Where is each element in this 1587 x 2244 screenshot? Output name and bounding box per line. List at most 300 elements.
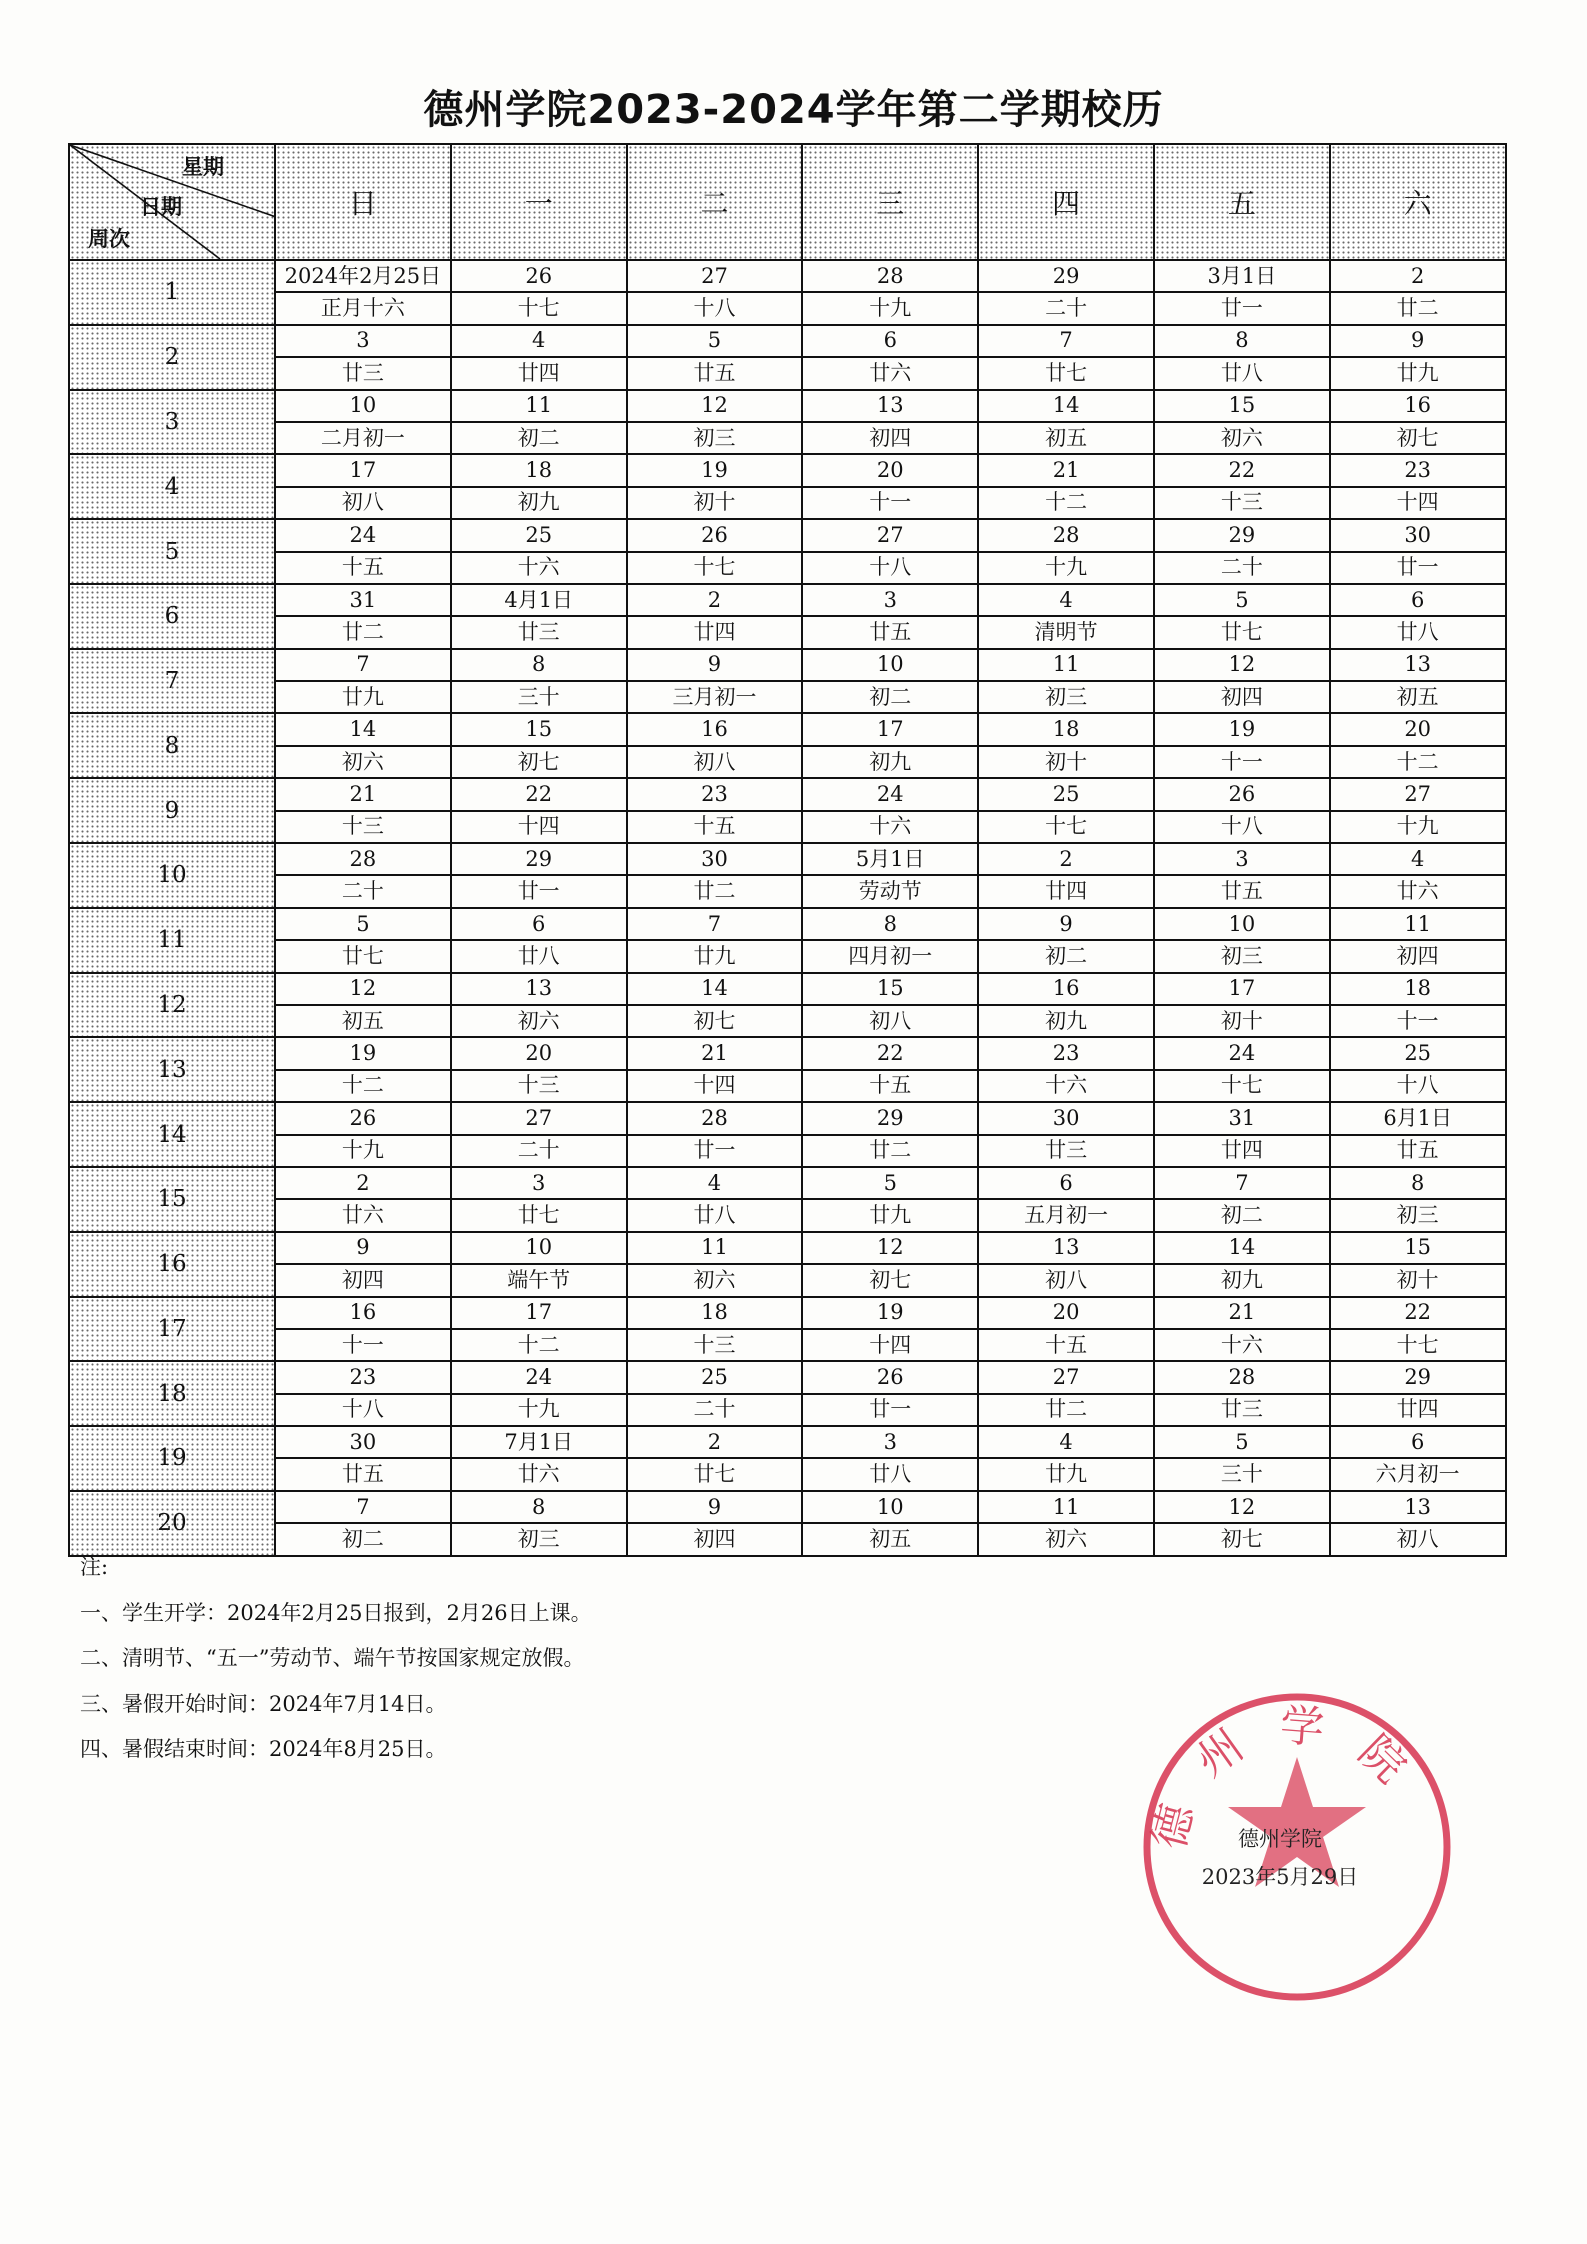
date-row: [69, 973, 1506, 1005]
date-cell: 4: [451, 325, 627, 357]
lunar-cell: 廿七: [627, 1458, 803, 1490]
date-cell: 11: [451, 390, 627, 422]
seal-caption: [1190, 1820, 1370, 1896]
date-cell: 22: [1330, 1297, 1506, 1329]
lunar-cell: 初三: [1330, 1199, 1506, 1231]
date-row: [69, 454, 1506, 486]
date-cell: 25: [1330, 1037, 1506, 1069]
week-number: 12: [69, 973, 275, 1038]
lunar-cell: 二十: [275, 875, 451, 907]
lunar-cell: 十一: [802, 487, 978, 519]
date-cell: 9: [627, 1491, 803, 1523]
date-cell: 23: [275, 1361, 451, 1393]
date-cell: 17: [451, 1297, 627, 1329]
date-cell: 29: [1154, 519, 1330, 551]
lunar-cell: 廿六: [451, 1458, 627, 1490]
date-row: [69, 713, 1506, 745]
lunar-row: [69, 616, 1506, 648]
date-cell: 27: [451, 1102, 627, 1134]
lunar-cell: 廿五: [802, 616, 978, 648]
date-cell: 9: [978, 908, 1154, 940]
lunar-cell: 十九: [978, 552, 1154, 584]
lunar-row: [69, 422, 1506, 454]
date-cell: 8: [1154, 325, 1330, 357]
lunar-cell: 十八: [275, 1394, 451, 1426]
lunar-cell: 十一: [1330, 1005, 1506, 1037]
date-cell: 6: [978, 1167, 1154, 1199]
date-cell: 13: [451, 973, 627, 1005]
date-row: [69, 778, 1506, 810]
date-cell: 18: [978, 713, 1154, 745]
date-cell: 8: [802, 908, 978, 940]
lunar-cell: 初五: [802, 1523, 978, 1555]
week-number: 7: [69, 649, 275, 714]
lunar-cell: 二十: [451, 1135, 627, 1167]
date-cell: 21: [275, 778, 451, 810]
lunar-cell: 廿九: [275, 681, 451, 713]
week-number: 9: [69, 778, 275, 843]
lunar-cell: 十八: [1154, 811, 1330, 843]
lunar-cell: 初七: [1154, 1523, 1330, 1555]
date-cell: 30: [1330, 519, 1506, 551]
date-row: [69, 1167, 1506, 1199]
date-row: [69, 1102, 1506, 1134]
lunar-cell: 十七: [627, 552, 803, 584]
lunar-cell: 五月初一: [978, 1199, 1154, 1231]
lunar-cell: 十三: [627, 1329, 803, 1361]
date-cell: 11: [978, 1491, 1154, 1523]
lunar-cell: 廿三: [1154, 1394, 1330, 1426]
date-cell: 28: [275, 843, 451, 875]
date-row: [69, 1232, 1506, 1264]
lunar-cell: 廿四: [1154, 1135, 1330, 1167]
lunar-row: [69, 1070, 1506, 1102]
day-header-sun: 日: [275, 144, 451, 260]
lunar-row: [69, 1135, 1506, 1167]
date-cell: 26: [627, 519, 803, 551]
date-cell: 24: [275, 519, 451, 551]
header-row: [69, 144, 1506, 260]
lunar-row: [69, 552, 1506, 584]
lunar-row: [69, 1264, 1506, 1296]
lunar-cell: 十四: [802, 1329, 978, 1361]
lunar-cell: 廿七: [275, 940, 451, 972]
note-item: 二、清明节、“五一”劳动节、端午节按国家规定放假。: [80, 1646, 585, 1670]
lunar-cell: 四月初一: [802, 940, 978, 972]
date-cell: 2: [627, 584, 803, 616]
lunar-cell: 十八: [627, 292, 803, 324]
date-cell: 6: [802, 325, 978, 357]
lunar-cell: 正月十六: [275, 292, 451, 324]
lunar-row: [69, 1458, 1506, 1490]
week-number: 6: [69, 584, 275, 649]
date-cell: 3月1日: [1154, 260, 1330, 292]
lunar-cell: 三十: [451, 681, 627, 713]
date-cell: 4: [627, 1167, 803, 1199]
lunar-cell: 初六: [978, 1523, 1154, 1555]
lunar-cell: 廿四: [1330, 1394, 1506, 1426]
lunar-cell: 初四: [275, 1264, 451, 1296]
lunar-cell: 十九: [1330, 811, 1506, 843]
date-cell: 31: [275, 584, 451, 616]
date-cell: 23: [1330, 454, 1506, 486]
date-cell: 14: [978, 390, 1154, 422]
date-cell: 30: [275, 1426, 451, 1458]
lunar-cell: 十七: [1154, 1070, 1330, 1102]
date-cell: 17: [1154, 973, 1330, 1005]
date-cell: 27: [978, 1361, 1154, 1393]
lunar-cell: 二十: [1154, 552, 1330, 584]
lunar-cell: 初二: [802, 681, 978, 713]
date-cell: 2: [978, 843, 1154, 875]
lunar-cell: 十七: [1330, 1329, 1506, 1361]
lunar-cell: 十一: [275, 1329, 451, 1361]
lunar-cell: 十六: [802, 811, 978, 843]
date-cell: 3: [451, 1167, 627, 1199]
lunar-cell: 初九: [451, 487, 627, 519]
date-row: [69, 1297, 1506, 1329]
week-number: 8: [69, 713, 275, 778]
lunar-row: [69, 875, 1506, 907]
date-cell: 9: [1330, 325, 1506, 357]
date-cell: 24: [802, 778, 978, 810]
date-cell: 29: [451, 843, 627, 875]
lunar-cell: 清明节: [978, 616, 1154, 648]
lunar-row: [69, 1005, 1506, 1037]
date-cell: 28: [1154, 1361, 1330, 1393]
date-row: [69, 1361, 1506, 1393]
lunar-cell: 初四: [627, 1523, 803, 1555]
date-cell: 9: [627, 649, 803, 681]
lunar-cell: 廿二: [1330, 292, 1506, 324]
date-cell: 4: [978, 1426, 1154, 1458]
lunar-cell: 初六: [627, 1264, 803, 1296]
lunar-cell: 二十: [627, 1394, 803, 1426]
lunar-cell: 初三: [1154, 940, 1330, 972]
date-cell: 16: [978, 973, 1154, 1005]
lunar-cell: 初七: [1330, 422, 1506, 454]
lunar-cell: 十九: [802, 292, 978, 324]
lunar-cell: 廿九: [978, 1458, 1154, 1490]
lunar-cell: 十五: [275, 552, 451, 584]
week-number: 20: [69, 1491, 275, 1556]
date-cell: 26: [1154, 778, 1330, 810]
lunar-cell: 初七: [802, 1264, 978, 1296]
lunar-cell: 廿八: [451, 940, 627, 972]
week-number: 3: [69, 390, 275, 455]
date-cell: 21: [1154, 1297, 1330, 1329]
lunar-cell: 廿九: [1330, 357, 1506, 389]
header-corner: [69, 144, 275, 260]
date-cell: 3: [802, 1426, 978, 1458]
lunar-cell: 初八: [1330, 1523, 1506, 1555]
date-cell: 23: [627, 778, 803, 810]
lunar-cell: 十六: [451, 552, 627, 584]
lunar-cell: 十八: [1330, 1070, 1506, 1102]
lunar-cell: 初九: [1154, 1264, 1330, 1296]
date-row: [69, 1426, 1506, 1458]
date-cell: 12: [627, 390, 803, 422]
date-cell: 10: [802, 649, 978, 681]
lunar-row: [69, 1329, 1506, 1361]
lunar-cell: 十五: [802, 1070, 978, 1102]
lunar-cell: 初二: [978, 940, 1154, 972]
lunar-cell: 廿一: [1330, 552, 1506, 584]
date-cell: 27: [627, 260, 803, 292]
date-cell: 13: [802, 390, 978, 422]
date-cell: 27: [1330, 778, 1506, 810]
week-number: 16: [69, 1232, 275, 1297]
day-header-mon: 一: [451, 144, 627, 260]
date-cell: 11: [627, 1232, 803, 1264]
lunar-cell: 初三: [627, 422, 803, 454]
date-cell: 14: [275, 713, 451, 745]
calendar-table: [68, 143, 1507, 1557]
corner-date-label: 日期: [140, 195, 182, 219]
date-cell: 12: [1154, 649, 1330, 681]
lunar-cell: 初八: [802, 1005, 978, 1037]
date-cell: 7月1日: [451, 1426, 627, 1458]
lunar-cell: 廿六: [275, 1199, 451, 1231]
lunar-cell: 初四: [1330, 940, 1506, 972]
lunar-cell: 初五: [275, 1005, 451, 1037]
date-cell: 26: [451, 260, 627, 292]
lunar-cell: 十二: [1330, 746, 1506, 778]
date-cell: 29: [1330, 1361, 1506, 1393]
date-cell: 22: [802, 1037, 978, 1069]
lunar-cell: 廿九: [627, 940, 803, 972]
lunar-cell: 十三: [1154, 487, 1330, 519]
lunar-cell: 廿五: [1330, 1135, 1506, 1167]
date-cell: 23: [978, 1037, 1154, 1069]
date-cell: 18: [627, 1297, 803, 1329]
date-cell: 26: [275, 1102, 451, 1134]
lunar-cell: 廿七: [451, 1199, 627, 1231]
lunar-cell: 十六: [978, 1070, 1154, 1102]
week-number: 1: [69, 260, 275, 325]
lunar-cell: 廿八: [1154, 357, 1330, 389]
date-cell: 16: [275, 1297, 451, 1329]
date-cell: 10: [1154, 908, 1330, 940]
date-cell: 2: [627, 1426, 803, 1458]
date-cell: 20: [978, 1297, 1154, 1329]
date-row: [69, 1037, 1506, 1069]
week-number: 19: [69, 1426, 275, 1491]
date-cell: 20: [1330, 713, 1506, 745]
date-cell: 15: [1330, 1232, 1506, 1264]
lunar-cell: 十六: [1154, 1329, 1330, 1361]
lunar-row: [69, 681, 1506, 713]
date-cell: 7: [275, 649, 451, 681]
date-cell: 5: [627, 325, 803, 357]
date-cell: 7: [1154, 1167, 1330, 1199]
date-cell: 14: [1154, 1232, 1330, 1264]
lunar-cell: 廿一: [451, 875, 627, 907]
lunar-cell: 初十: [627, 487, 803, 519]
lunar-row: [69, 746, 1506, 778]
date-cell: 4月1日: [451, 584, 627, 616]
notes-heading: 注:: [80, 1555, 109, 1579]
date-cell: 21: [978, 454, 1154, 486]
lunar-cell: 初六: [1154, 422, 1330, 454]
lunar-cell: 十九: [275, 1135, 451, 1167]
day-header-sat: 六: [1330, 144, 1506, 260]
lunar-cell: 初五: [978, 422, 1154, 454]
date-row: [69, 1491, 1506, 1523]
date-cell: 19: [802, 1297, 978, 1329]
lunar-cell: 初四: [802, 422, 978, 454]
date-cell: 11: [978, 649, 1154, 681]
lunar-cell: 十二: [275, 1070, 451, 1102]
date-cell: 17: [275, 454, 451, 486]
lunar-cell: 三十: [1154, 1458, 1330, 1490]
date-cell: 15: [802, 973, 978, 1005]
lunar-cell: 初十: [1330, 1264, 1506, 1296]
date-cell: 8: [451, 649, 627, 681]
date-cell: 19: [627, 454, 803, 486]
lunar-cell: 十三: [275, 811, 451, 843]
date-cell: 12: [802, 1232, 978, 1264]
lunar-cell: 初十: [1154, 1005, 1330, 1037]
date-cell: 5: [275, 908, 451, 940]
date-cell: 7: [627, 908, 803, 940]
date-cell: 31: [1154, 1102, 1330, 1134]
seal-org: 德州学院: [1238, 1827, 1322, 1851]
lunar-row: [69, 811, 1506, 843]
lunar-cell: 初五: [1330, 681, 1506, 713]
date-cell: 25: [451, 519, 627, 551]
lunar-cell: 廿二: [802, 1135, 978, 1167]
lunar-cell: 廿五: [275, 1458, 451, 1490]
week-number: 4: [69, 454, 275, 519]
lunar-cell: 廿一: [1154, 292, 1330, 324]
lunar-cell: 端午节: [451, 1264, 627, 1296]
date-cell: 5: [1154, 584, 1330, 616]
date-cell: 17: [802, 713, 978, 745]
lunar-row: [69, 487, 1506, 519]
lunar-cell: 廿二: [275, 616, 451, 648]
lunar-cell: 初二: [1154, 1199, 1330, 1231]
date-cell: 15: [451, 713, 627, 745]
date-cell: 13: [1330, 1491, 1506, 1523]
lunar-row: [69, 292, 1506, 324]
lunar-cell: 廿四: [627, 616, 803, 648]
date-cell: 4: [1330, 843, 1506, 875]
date-cell: 10: [802, 1491, 978, 1523]
lunar-cell: 廿四: [978, 875, 1154, 907]
note-item: 四、暑假结束时间：2024年8月25日。: [80, 1737, 447, 1761]
lunar-cell: 廿三: [451, 616, 627, 648]
week-number: 13: [69, 1037, 275, 1102]
date-cell: 25: [978, 778, 1154, 810]
lunar-cell: 廿八: [627, 1199, 803, 1231]
calendar-body: [69, 260, 1506, 1556]
lunar-cell: 廿二: [627, 875, 803, 907]
date-cell: 20: [802, 454, 978, 486]
lunar-cell: 廿九: [802, 1199, 978, 1231]
date-cell: 26: [802, 1361, 978, 1393]
date-cell: 13: [978, 1232, 1154, 1264]
date-cell: 5月1日: [802, 843, 978, 875]
date-cell: 12: [275, 973, 451, 1005]
date-cell: 6: [1330, 1426, 1506, 1458]
lunar-cell: 廿四: [451, 357, 627, 389]
note-item: 一、学生开学：2024年2月25日报到，2月26日上课。: [80, 1600, 592, 1625]
date-row: [69, 584, 1506, 616]
date-cell: 6: [451, 908, 627, 940]
date-cell: 3: [802, 584, 978, 616]
week-number: 2: [69, 325, 275, 390]
date-cell: 9: [275, 1232, 451, 1264]
week-number: 18: [69, 1361, 275, 1426]
lunar-cell: 初二: [451, 422, 627, 454]
date-cell: 18: [1330, 973, 1506, 1005]
week-number: 15: [69, 1167, 275, 1232]
date-cell: 28: [978, 519, 1154, 551]
date-row: [69, 519, 1506, 551]
lunar-cell: 十三: [451, 1070, 627, 1102]
note-item: 三、暑假开始时间：2024年7月14日。: [80, 1691, 447, 1716]
date-cell: 8: [1330, 1167, 1506, 1199]
date-cell: 22: [1154, 454, 1330, 486]
lunar-cell: 初二: [275, 1523, 451, 1555]
notes-section: [80, 1545, 592, 1773]
date-cell: 2: [275, 1167, 451, 1199]
date-cell: 10: [451, 1232, 627, 1264]
lunar-cell: 初九: [802, 746, 978, 778]
date-cell: 11: [1330, 908, 1506, 940]
day-header-thu: 四: [978, 144, 1154, 260]
lunar-cell: 廿一: [627, 1135, 803, 1167]
day-header-tue: 二: [627, 144, 803, 260]
seal-date: 2023年5月29日: [1201, 1865, 1359, 1889]
date-cell: 30: [627, 843, 803, 875]
date-cell: 29: [978, 260, 1154, 292]
date-cell: 24: [451, 1361, 627, 1393]
lunar-cell: 廿八: [1330, 616, 1506, 648]
lunar-cell: 劳动节: [802, 875, 978, 907]
lunar-cell: 廿七: [1154, 616, 1330, 648]
date-cell: 16: [1330, 390, 1506, 422]
lunar-cell: 廿三: [978, 1135, 1154, 1167]
date-cell: 29: [802, 1102, 978, 1134]
date-cell: 28: [802, 260, 978, 292]
week-number: 10: [69, 843, 275, 908]
lunar-cell: 十五: [978, 1329, 1154, 1361]
date-cell: 19: [1154, 713, 1330, 745]
seal-ring-text: 德 州 学 院: [1143, 1699, 1423, 1855]
lunar-cell: 十二: [451, 1329, 627, 1361]
corner-week-label: 周次: [88, 227, 130, 251]
date-cell: 19: [275, 1037, 451, 1069]
lunar-cell: 初八: [978, 1264, 1154, 1296]
lunar-cell: 初六: [275, 746, 451, 778]
lunar-cell: 十七: [978, 811, 1154, 843]
lunar-row: [69, 940, 1506, 972]
lunar-cell: 十五: [627, 811, 803, 843]
lunar-cell: 十八: [802, 552, 978, 584]
date-cell: 27: [802, 519, 978, 551]
date-cell: 3: [275, 325, 451, 357]
lunar-cell: 二月初一: [275, 422, 451, 454]
lunar-cell: 二十: [978, 292, 1154, 324]
lunar-cell: 十九: [451, 1394, 627, 1426]
lunar-cell: 十四: [1330, 487, 1506, 519]
page-title: 德州学院2023-2024学年第二学期校历: [423, 87, 1164, 133]
lunar-row: [69, 1199, 1506, 1231]
date-cell: 16: [627, 713, 803, 745]
lunar-cell: 十七: [451, 292, 627, 324]
